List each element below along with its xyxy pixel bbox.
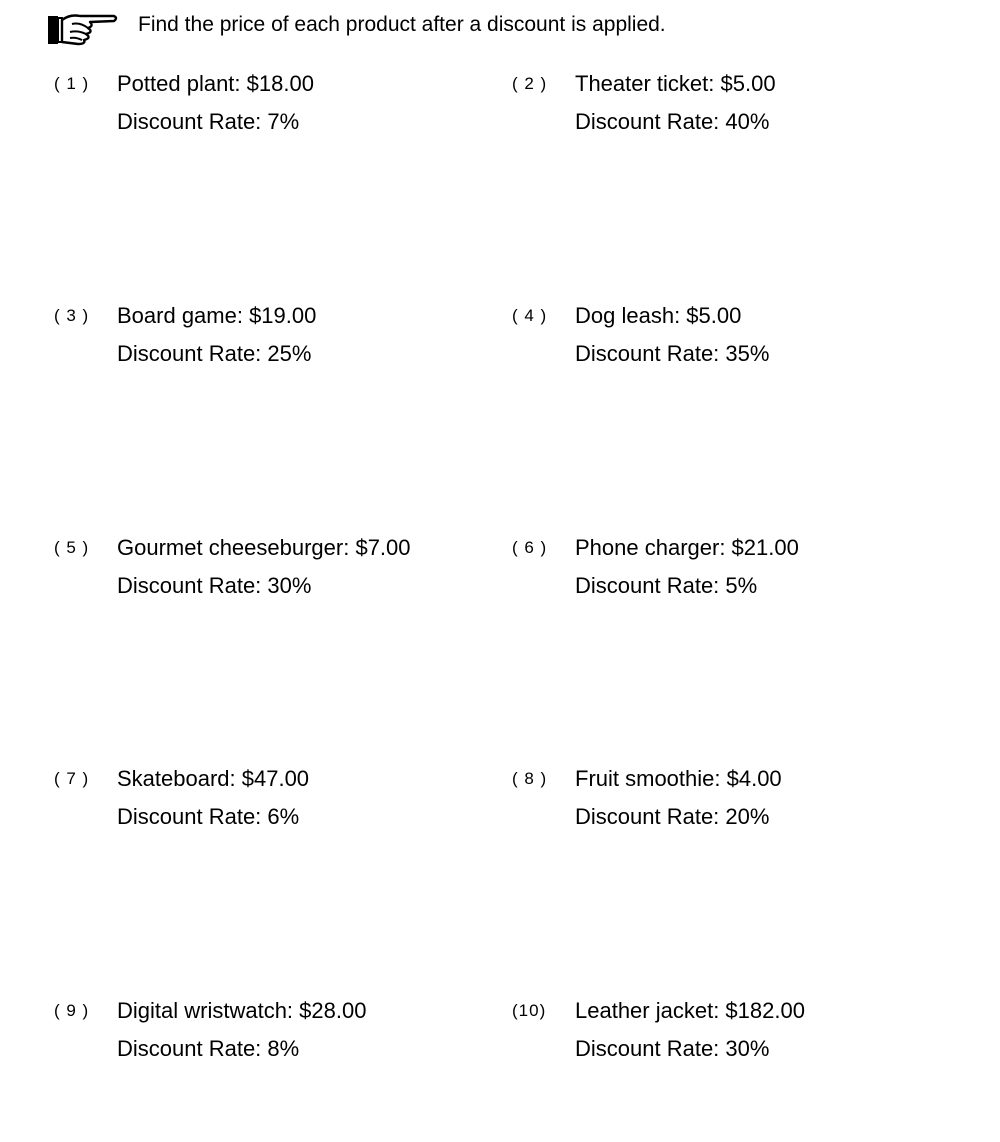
product-price: Phone charger: $21.00	[575, 535, 799, 560]
discount-rate: Discount Rate: 7%	[117, 109, 300, 134]
product-price: Board game: $19.00	[117, 303, 317, 328]
instructions-text: Find the price of each product after a discount is applied.	[138, 13, 666, 36]
discount-rate: Discount Rate: 30%	[117, 573, 312, 598]
discount-rate: Discount Rate: 30%	[575, 1036, 770, 1061]
problem-number: ( 8 )	[512, 769, 548, 788]
problem-number: ( 5 )	[54, 538, 90, 557]
product-price: Potted plant: $18.00	[117, 71, 314, 96]
discount-rate: Discount Rate: 5%	[575, 573, 758, 598]
product-price: Gourmet cheeseburger: $7.00	[117, 535, 411, 560]
discount-rate: Discount Rate: 25%	[117, 341, 312, 366]
discount-rate: Discount Rate: 8%	[117, 1036, 300, 1061]
product-price: Leather jacket: $182.00	[575, 998, 805, 1023]
problem-number: ( 1 )	[54, 74, 90, 93]
problem-number: ( 3 )	[54, 306, 90, 325]
discount-rate: Discount Rate: 35%	[575, 341, 770, 366]
product-price: Fruit smoothie: $4.00	[575, 766, 782, 791]
discount-rate: Discount Rate: 20%	[575, 804, 770, 829]
discount-rate: Discount Rate: 40%	[575, 109, 770, 134]
problem-number: ( 7 )	[54, 769, 90, 788]
instruction-header	[46, 8, 120, 48]
discount-rate: Discount Rate: 6%	[117, 804, 300, 829]
problem-number: (10)	[512, 1001, 547, 1020]
product-price: Dog leash: $5.00	[575, 303, 742, 328]
problem-number: ( 9 )	[54, 1001, 90, 1020]
problem-number: ( 6 )	[512, 538, 548, 557]
problem-number: ( 2 )	[512, 74, 548, 93]
problem-number: ( 4 )	[512, 306, 548, 325]
product-price: Theater ticket: $5.00	[575, 71, 776, 96]
product-price: Digital wristwatch: $28.00	[117, 998, 367, 1023]
product-price: Skateboard: $47.00	[117, 766, 310, 791]
pointing-hand-icon	[46, 10, 120, 46]
